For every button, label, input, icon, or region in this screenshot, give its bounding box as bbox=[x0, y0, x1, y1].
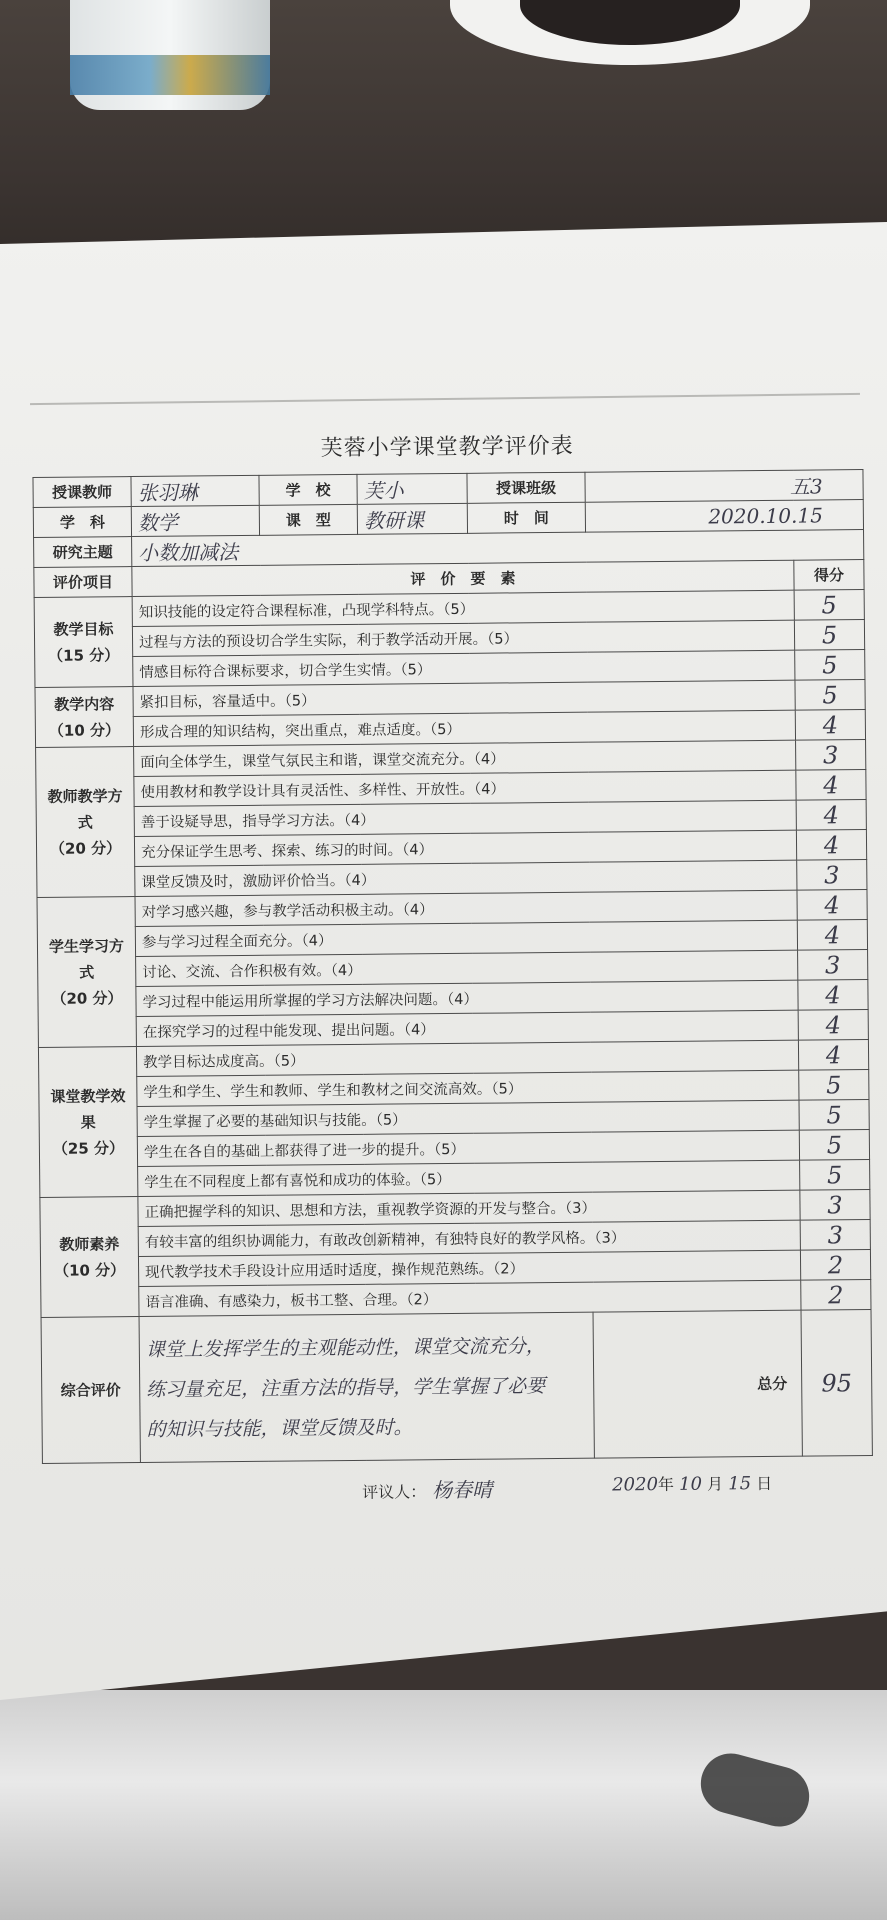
criterion-score: 4 bbox=[798, 980, 868, 1011]
criterion-score: 5 bbox=[800, 1159, 870, 1190]
summary-comment bbox=[139, 1312, 594, 1462]
lesson-type-value: 教研课 bbox=[357, 503, 467, 534]
review-date bbox=[612, 1471, 772, 1496]
form-title: 芙蓉小学课堂教学评价表 bbox=[320, 433, 574, 462]
criterion-score: 4 bbox=[796, 770, 866, 801]
criterion-text: 语言准确、有感染力，板书工整、合理。（2） bbox=[139, 1280, 801, 1316]
category-name: 教学目标 bbox=[53, 619, 114, 639]
criterion-score: 4 bbox=[796, 830, 866, 861]
criterion-text: 学生和学生、学生和教师、学生和教材之间交流高效。（5） bbox=[137, 1070, 799, 1106]
category-name: 教师教学方式 bbox=[47, 786, 123, 832]
criterion-text: 讨论、交流、合作积极有效。（4） bbox=[136, 950, 798, 986]
reviewer bbox=[362, 1474, 492, 1504]
criterion-score: 3 bbox=[798, 950, 868, 981]
criterion-score: 3 bbox=[800, 1189, 870, 1220]
criterion-text: 学生在不同程度上都有喜悦和成功的体验。（5） bbox=[138, 1160, 800, 1196]
criterion-score: 5 bbox=[799, 1099, 869, 1130]
criterion-score: 4 bbox=[795, 710, 865, 741]
time-value: 2020.10.15 bbox=[585, 500, 863, 533]
criterion-text: 学生在各自的基础上都获得了进一步的提升。（5） bbox=[137, 1130, 799, 1166]
criterion-text: 正确把握学科的知识、思想和方法，重视教学资源的开发与整合。（3） bbox=[138, 1190, 800, 1226]
criterion-score: 4 bbox=[798, 1039, 868, 1070]
category-name: 教学内容 bbox=[54, 694, 115, 714]
criterion-text: 教学目标达成度高。（5） bbox=[136, 1040, 798, 1076]
category-name: 课堂教学效果 bbox=[50, 1086, 126, 1132]
teacher-label: 授课教师 bbox=[33, 477, 131, 508]
comment-line: 的知识与技能，课堂反馈及时。 bbox=[146, 1415, 413, 1441]
lesson-type-label: 课 型 bbox=[259, 504, 357, 535]
criterion-text: 课堂反馈及时，激励评价恰当。（4） bbox=[135, 860, 797, 896]
criterion-score: 3 bbox=[796, 740, 866, 771]
criterion-text: 参与学习过程全面充分。（4） bbox=[135, 920, 797, 956]
criterion-score: 5 bbox=[795, 650, 865, 681]
total-score: 95 bbox=[801, 1309, 872, 1456]
category-cell bbox=[34, 597, 133, 688]
criterion-text: 现代教学技术手段设计应用适时适度，操作规范熟练。（2） bbox=[138, 1250, 800, 1286]
criterion-text: 紧扣目标，容量适中。（5） bbox=[133, 680, 795, 716]
category-points: （25 分） bbox=[52, 1138, 125, 1158]
category-points: （10 分） bbox=[53, 1260, 126, 1280]
date-year-unit: 年 bbox=[657, 1474, 675, 1495]
category-cell bbox=[35, 687, 134, 748]
summary-row bbox=[41, 1309, 872, 1463]
criteria-header: 评 价 要 素 bbox=[132, 560, 794, 596]
time-label: 时 间 bbox=[467, 502, 585, 533]
criterion-text: 面向全体学生，课堂气氛民主和谐，课堂交流充分。（4） bbox=[134, 740, 796, 776]
criterion-text: 过程与方法的预设切合学生实际，利于教学活动开展。（5） bbox=[132, 620, 794, 656]
subject-value: 数学 bbox=[131, 505, 259, 536]
item-header: 评价项目 bbox=[34, 567, 132, 598]
criterion-text: 知识技能的设定符合课程标准，凸现学科特点。（5） bbox=[132, 590, 794, 626]
criterion-score: 2 bbox=[800, 1249, 870, 1280]
criterion-score: 3 bbox=[800, 1219, 870, 1250]
criterion-score: 4 bbox=[798, 1010, 868, 1041]
category-cell bbox=[37, 897, 136, 1048]
class-label: 授课班级 bbox=[467, 472, 585, 503]
criterion-text: 在探究学习的过程中能发现、提出问题。（4） bbox=[136, 1010, 798, 1046]
evaluation-form bbox=[32, 420, 872, 1508]
category-cell bbox=[36, 747, 135, 898]
criterion-score: 5 bbox=[794, 590, 864, 621]
comment-line: 练习量充足，注重方法的指导，学生掌握了必要 bbox=[146, 1374, 546, 1401]
school-value: 芙小 bbox=[357, 473, 467, 504]
criterion-score: 2 bbox=[801, 1279, 871, 1310]
criterion-score: 5 bbox=[794, 620, 864, 651]
criterion-text: 有较丰富的组织协调能力，有敢改创新精神，有独特良好的教学风格。（3） bbox=[138, 1220, 800, 1256]
bottle-label-band bbox=[70, 55, 270, 95]
reviewer-signature: 杨春晴 bbox=[432, 1477, 493, 1503]
date-day-unit: 日 bbox=[756, 1473, 773, 1494]
category-points: （20 分） bbox=[49, 838, 122, 858]
criterion-text: 学习过程中能运用所掌握的学习方法解决问题。（4） bbox=[136, 980, 798, 1016]
criterion-text: 情感目标符合课标要求，切合学生实情。（5） bbox=[133, 650, 795, 686]
category-points: （20 分） bbox=[51, 988, 123, 1008]
criterion-score: 4 bbox=[797, 920, 867, 951]
teacher-value: 张羽琳 bbox=[131, 475, 259, 506]
criterion-text: 使用教材和教学设计具有灵活性、多样性、开放性。（4） bbox=[134, 770, 796, 806]
criterion-score: 5 bbox=[799, 1069, 869, 1100]
category-cell bbox=[40, 1197, 139, 1318]
school-label: 学 校 bbox=[259, 474, 357, 505]
date-year: 2020 bbox=[612, 1474, 659, 1496]
total-label: 总分 bbox=[593, 1310, 802, 1458]
criterion-text: 对学习感兴趣，参与教学活动积极主动。（4） bbox=[135, 890, 797, 926]
category-points: （10 分） bbox=[48, 720, 121, 740]
criterion-text: 善于设疑导思，指导学习方法。（4） bbox=[134, 800, 796, 836]
criterion-text: 学生掌握了必要的基础知识与技能。（5） bbox=[137, 1100, 799, 1136]
criterion-text: 形成合理的知识结构，突出重点，难点适度。（5） bbox=[133, 710, 795, 746]
criterion-score: 3 bbox=[797, 860, 867, 891]
topic-value: 小数加减法 bbox=[132, 530, 864, 567]
reviewer-label: 评议人： bbox=[362, 1482, 427, 1502]
date-day: 15 bbox=[728, 1473, 752, 1495]
category-points: （15 分） bbox=[48, 645, 120, 665]
score-header: 得分 bbox=[794, 560, 864, 591]
evaluation-table bbox=[32, 469, 872, 1464]
category-name: 学生学习方式 bbox=[48, 936, 125, 982]
date-month: 10 bbox=[678, 1473, 703, 1495]
summary-label: 综合评价 bbox=[41, 1317, 140, 1464]
category-cell bbox=[38, 1047, 137, 1198]
criterion-text: 充分保证学生思考、探索、练习的时间。（4） bbox=[134, 830, 796, 866]
date-month-unit: 月 bbox=[706, 1474, 724, 1494]
class-value: 五3 bbox=[585, 470, 863, 503]
subject-label: 学 科 bbox=[33, 507, 131, 538]
criterion-score: 4 bbox=[796, 800, 866, 831]
criterion-score: 5 bbox=[799, 1129, 869, 1160]
topic-label: 研究主题 bbox=[34, 537, 132, 568]
criterion-score: 5 bbox=[795, 680, 865, 711]
category-name: 教师素养 bbox=[59, 1234, 120, 1254]
criterion-score: 4 bbox=[797, 890, 867, 921]
comment-line: 课堂上发挥学生的主观能动性，课堂交流充分， bbox=[145, 1334, 545, 1361]
